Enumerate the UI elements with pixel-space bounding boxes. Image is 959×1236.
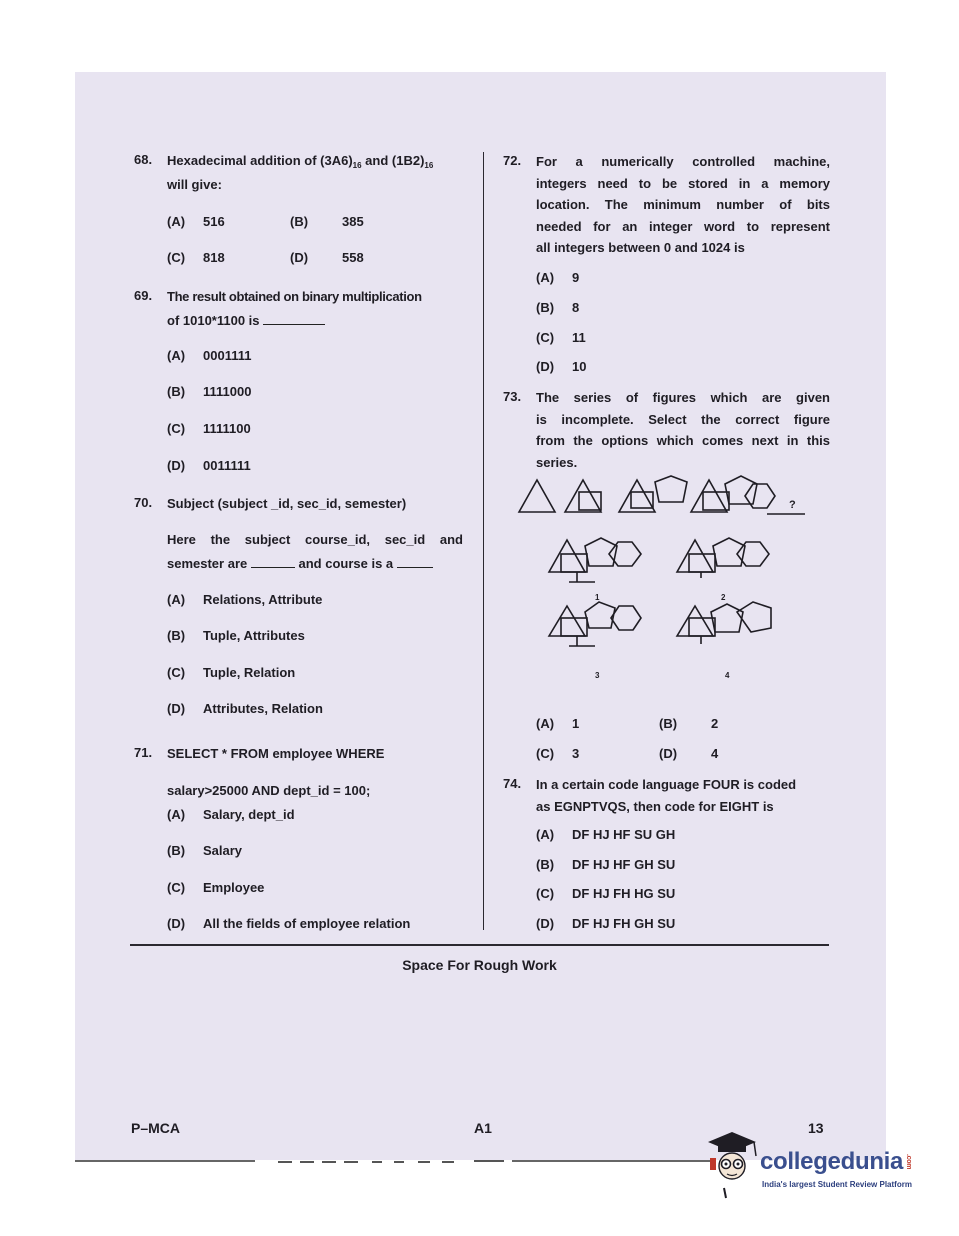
q69-number: 69. (134, 288, 153, 303)
answer-blank (263, 314, 325, 325)
q70-number: 70. (134, 495, 153, 510)
option-label: (C) (536, 330, 555, 345)
option-label: (A) (167, 592, 186, 607)
option-value: 1 (572, 716, 580, 731)
edge-dash (394, 1161, 404, 1163)
edge-dash (300, 1161, 314, 1163)
option-label: (D) (536, 359, 555, 374)
q71-option-c[interactable] (167, 880, 264, 895)
option-value: 1111000 (203, 384, 252, 399)
q74-line: In a certain code language FOUR is coded (536, 777, 797, 792)
option-figure-2[interactable] (677, 538, 769, 578)
q68-line2: will give: (167, 177, 222, 192)
option-label: (B) (536, 857, 555, 872)
collegedunia-mascot-icon (702, 1128, 764, 1200)
q72-option-a[interactable] (536, 270, 579, 285)
q72-line: location. The minimum number of bits (536, 197, 830, 212)
option-value: 10 (572, 359, 587, 374)
option-label: (A) (536, 827, 555, 842)
q71-option-b[interactable] (167, 843, 242, 858)
q73-line: series. (536, 454, 578, 470)
q73-option-a[interactable] (536, 716, 579, 731)
q68-sub2: 16 (424, 161, 434, 170)
footer-center: A1 (474, 1120, 492, 1136)
option-label: (B) (167, 384, 186, 399)
q68-option-c[interactable] (167, 250, 225, 265)
option-label: (C) (536, 746, 555, 761)
q73-line: The series of figures which are given (536, 390, 830, 405)
q68-option-a[interactable] (167, 214, 225, 229)
edge-dash (372, 1161, 382, 1163)
q69-line2 (167, 310, 325, 332)
option-label: (D) (167, 916, 186, 931)
q72-line: needed for an integer word to represent (536, 218, 830, 234)
option-value: DF HJ HF SU GH (572, 827, 676, 842)
option-label: (A) (167, 807, 186, 822)
option-value: Salary, dept_id (203, 807, 295, 822)
option-label: (B) (659, 716, 678, 731)
q74-option-c[interactable] (536, 886, 675, 901)
option-value: 1111100 (203, 421, 251, 436)
q68-text-a: Hexadecimal addition of (3A6) (167, 153, 353, 168)
option-value: All the fields of employee relation (203, 916, 411, 931)
page-edge-line (512, 1160, 712, 1162)
q73-line: from the options which comes next in this (536, 433, 830, 448)
option-figure-1[interactable] (549, 538, 641, 582)
option-value: 516 (203, 214, 225, 229)
option-value: DF HJ HF GH SU (572, 857, 676, 872)
option-value: 0001111 (203, 348, 252, 363)
q68-number: 68. (134, 152, 153, 167)
rough-work-heading: Space For Rough Work (402, 957, 557, 973)
q70-option-a[interactable] (167, 592, 322, 607)
option-label: (C) (167, 421, 186, 436)
option-label: (B) (167, 843, 186, 858)
option-label: (D) (659, 746, 678, 761)
q74-option-b[interactable] (536, 857, 675, 872)
option-value: 11 (572, 330, 586, 345)
q70-line3 (167, 553, 433, 575)
q72-option-c[interactable] (536, 330, 586, 345)
q74-line: as EGNPTVQS, then code for EIGHT is (536, 798, 774, 814)
option-label: (D) (167, 701, 186, 716)
q70-line3-a: semester are (167, 556, 248, 571)
q72-line: integers need to be stored in a memory (536, 175, 830, 191)
column-divider (483, 152, 484, 930)
logo-name: collegedunia (760, 1148, 904, 1175)
option-value: DF HJ FH HG SU (572, 886, 676, 901)
option-value: 2 (711, 716, 719, 731)
q71-line2: salary>25000 AND dept_id = 100; (167, 783, 371, 798)
q73-option-c[interactable] (536, 746, 579, 761)
q70-line2: Here the subject course_id, sec_id and (167, 532, 463, 547)
q68-option-b[interactable] (290, 214, 364, 229)
q69-option-b[interactable] (167, 384, 251, 399)
q68-text (167, 150, 433, 177)
q70-option-b[interactable] (167, 628, 305, 643)
option-label: (C) (167, 880, 186, 895)
option-label: (B) (536, 300, 555, 315)
series-figure-3 (619, 476, 687, 512)
question-mark: ? (789, 499, 796, 511)
q73-number: 73. (503, 389, 522, 404)
option-value: 818 (203, 250, 225, 265)
q71-line1: SELECT * FROM employee WHERE (167, 746, 385, 761)
option-value: Tuple, Relation (203, 665, 296, 680)
q69-line1: The result obtained on binary multiplication (167, 289, 422, 304)
q73-line: is incomplete. Select the correct figure (536, 411, 830, 427)
option-label: (A) (167, 214, 186, 229)
answer-blank (397, 557, 433, 568)
option-value: DF HJ FH GH SU (572, 916, 676, 931)
option-label: (C) (167, 665, 186, 680)
q69-line2-text: of 1010*1100 is (167, 313, 260, 328)
q72-line: all integers between 0 and 1024 is (536, 240, 745, 255)
footer-page-number: 13 (808, 1120, 824, 1136)
q68-option-d[interactable] (290, 250, 364, 265)
logo-suffix: .com (905, 1153, 913, 1169)
q70-line1: Subject (subject _id, sec_id, semester) (167, 496, 407, 511)
option-label: (D) (167, 458, 186, 473)
q71-option-d[interactable] (167, 916, 410, 931)
page-edge-line (75, 1160, 255, 1162)
q68-sub1: 16 (352, 161, 362, 170)
edge-dash (442, 1161, 454, 1163)
option-label: (C) (167, 250, 186, 265)
figure-label-1: 1 (595, 593, 600, 602)
edge-dash (278, 1161, 292, 1163)
option-value: Tuple, Attributes (203, 628, 305, 643)
option-value: 9 (572, 270, 580, 285)
q71-number: 71. (134, 745, 153, 760)
q70-option-c[interactable] (167, 665, 295, 680)
option-value: 558 (342, 250, 364, 265)
edge-dash (322, 1161, 336, 1163)
q72-line: For a numerically controlled machine, (536, 154, 830, 169)
q69-option-a[interactable] (167, 348, 251, 363)
q70-line3-b: and course is a (298, 556, 394, 571)
q72-text (536, 151, 830, 259)
option-label: (B) (290, 214, 309, 229)
q74-text (536, 774, 832, 817)
figure-label-3: 3 (595, 671, 600, 680)
footer-left: P–MCA (131, 1120, 181, 1136)
option-label: (B) (167, 628, 186, 643)
option-value: 4 (711, 746, 719, 761)
q69-option-c[interactable] (167, 421, 251, 436)
option-value: Attributes, Relation (203, 701, 323, 716)
option-label: (A) (167, 348, 186, 363)
q73-option-d[interactable] (659, 746, 718, 761)
q72-number: 72. (503, 153, 522, 168)
edge-dash (344, 1161, 358, 1163)
q74-number: 74. (503, 776, 522, 791)
option-figure-3[interactable] (549, 602, 641, 646)
option-label: (D) (290, 250, 309, 265)
q69-option-d[interactable] (167, 458, 251, 473)
logo-tagline: India's largest Student Review Platform (762, 1180, 912, 1189)
option-label: (A) (536, 716, 555, 731)
figure-label-4: 4 (725, 671, 730, 680)
q73-text (536, 387, 830, 473)
option-value: Employee (203, 880, 265, 895)
option-value: 0011111 (203, 458, 251, 473)
q72-option-b[interactable] (536, 300, 579, 315)
series-figure-1 (519, 480, 555, 512)
option-value: Relations, Attribute (203, 592, 323, 607)
q74-option-d[interactable] (536, 916, 675, 931)
option-figure-4[interactable] (677, 602, 771, 644)
edge-dash (474, 1160, 504, 1162)
q74-option-a[interactable] (536, 827, 675, 842)
option-label: (A) (536, 270, 555, 285)
option-value: 3 (572, 746, 580, 761)
series-figure-2 (565, 480, 601, 512)
q68-text-b: and (1B2) (361, 153, 425, 168)
q73-figure-series (515, 472, 815, 692)
option-value: Salary (203, 843, 243, 858)
option-label: (D) (536, 916, 555, 931)
option-label: (C) (536, 886, 555, 901)
logo-wordmark (760, 1148, 912, 1176)
q73-option-b[interactable] (659, 716, 718, 731)
section-divider (130, 944, 829, 946)
option-value: 8 (572, 300, 580, 315)
answer-blank (251, 557, 295, 568)
q71-option-a[interactable] (167, 807, 295, 822)
q70-option-d[interactable] (167, 701, 323, 716)
option-value: 385 (342, 214, 364, 229)
edge-dash (418, 1161, 430, 1163)
series-figure-4 (691, 476, 775, 512)
q72-option-d[interactable] (536, 359, 586, 374)
figure-label-2: 2 (721, 593, 726, 602)
